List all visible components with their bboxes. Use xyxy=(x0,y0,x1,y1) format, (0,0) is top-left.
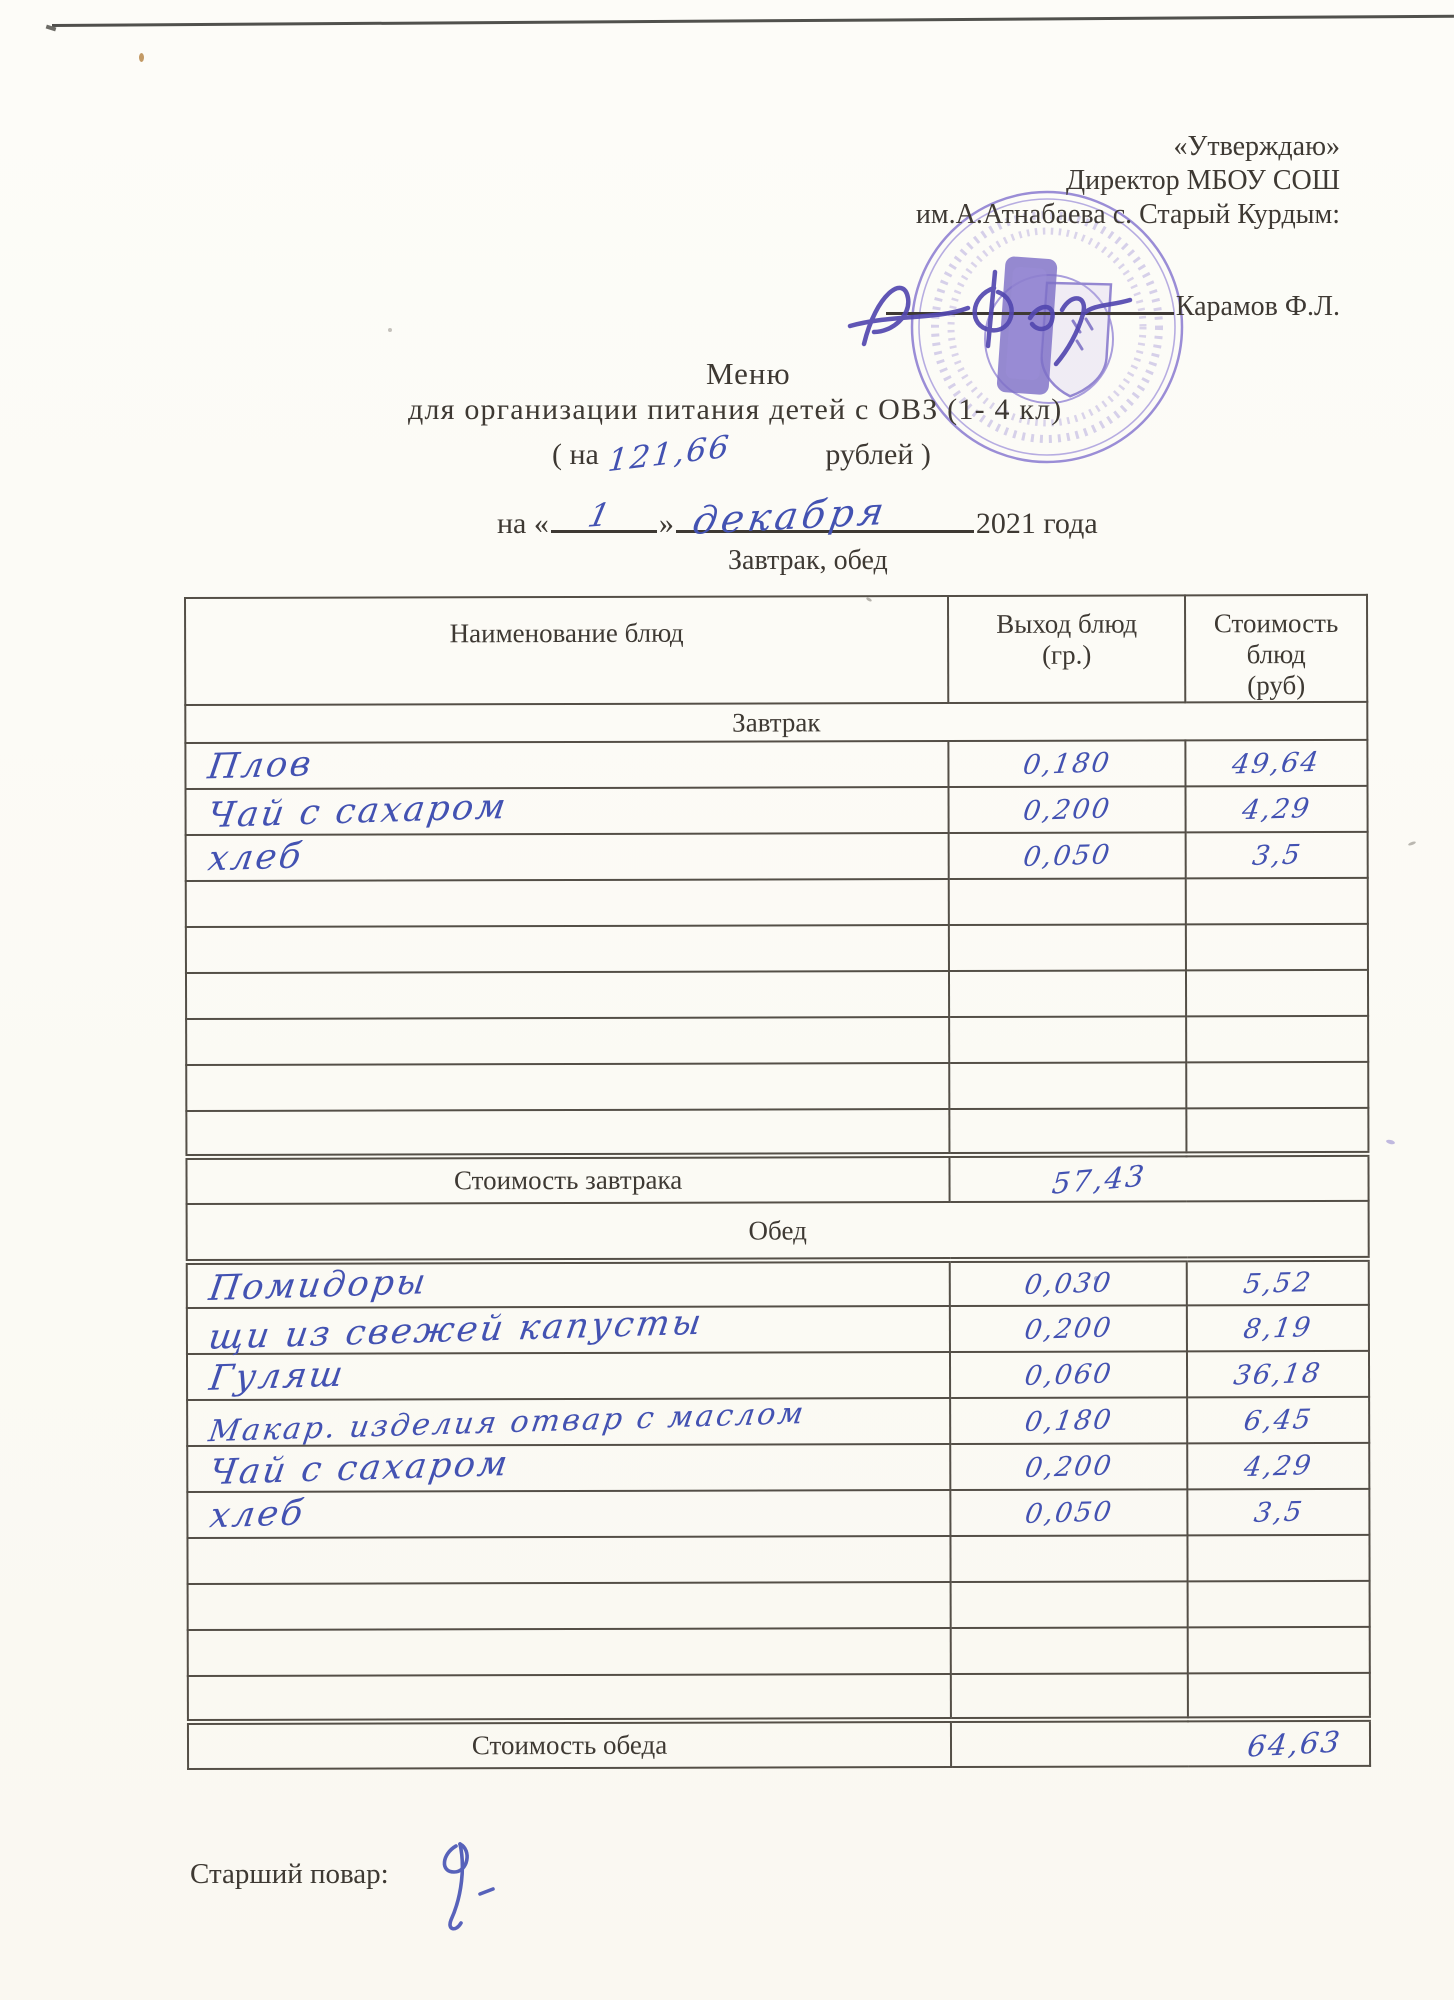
table-row-empty xyxy=(186,970,1368,1019)
cost-amount-handwritten: 121,66 xyxy=(606,428,733,480)
scan-speck xyxy=(139,53,144,62)
director-signature xyxy=(842,262,1142,372)
dish-name-cell xyxy=(187,1444,950,1492)
dish-output: 0,200 xyxy=(1022,1449,1115,1484)
doc-subtitle: для организации питания детей с ОВЗ (1- 4 кл) xyxy=(408,393,1063,426)
dish-output: 0,200 xyxy=(1022,1311,1115,1346)
cook-signature xyxy=(418,1828,518,1948)
dish-price-cell xyxy=(1187,1351,1369,1397)
dish-name-cell xyxy=(187,1260,950,1308)
table-row xyxy=(186,786,1368,835)
dish-price: 4,29 xyxy=(1240,792,1314,826)
dish-name-cell xyxy=(187,1490,950,1538)
dish-output-cell xyxy=(949,832,1186,879)
dish-output: 0,200 xyxy=(1021,792,1114,827)
section-title: Завтрак xyxy=(185,702,1367,743)
table-header-row xyxy=(185,595,1367,705)
table-row xyxy=(185,740,1367,789)
scan-speck xyxy=(1408,841,1417,847)
section-title: Обед xyxy=(187,1201,1369,1262)
lunch-total-row xyxy=(188,1719,1370,1769)
menu-table xyxy=(184,594,1371,1770)
dish-output-cell xyxy=(950,1351,1187,1398)
dish-price: 3,5 xyxy=(1249,838,1304,872)
approval-director-line: Директор МБОУ СОШ xyxy=(1065,165,1340,196)
breakfast-total-label: Стоимость завтрака xyxy=(186,1155,949,1204)
table-row xyxy=(187,1305,1369,1354)
dish-name: Чай с сахаром xyxy=(206,1443,513,1494)
section-row-lunch xyxy=(187,1201,1369,1262)
col-header-dish: Наименование блюд xyxy=(185,596,948,705)
cost-prefix: ( на xyxy=(552,438,599,471)
dish-output-cell xyxy=(950,1443,1187,1490)
approval-school-line: им.А.Атнабаева с. Старый Курдым: xyxy=(915,199,1340,230)
breakfast-total-value: 57,43 xyxy=(1050,1157,1148,1201)
doc-title: Меню xyxy=(706,356,791,391)
dish-price-cell xyxy=(1187,1397,1369,1443)
dish-price: 5,52 xyxy=(1241,1266,1315,1300)
dish-price: 6,45 xyxy=(1241,1403,1315,1437)
dish-price-cell xyxy=(1186,786,1368,832)
dish-name-cell xyxy=(187,1352,950,1400)
date-closing-quote: » xyxy=(658,507,674,540)
dish-output-cell xyxy=(948,740,1185,787)
date-year: 2021 года xyxy=(975,507,1098,540)
dish-price: 36,18 xyxy=(1231,1357,1325,1391)
table-row-empty xyxy=(186,924,1368,973)
approval-block xyxy=(916,130,1340,232)
dish-output-cell xyxy=(950,1259,1187,1306)
table-row xyxy=(187,1351,1369,1400)
dish-name-cell xyxy=(187,1302,950,1358)
dish-name: Плов xyxy=(205,744,316,788)
date-month-handwritten: декабря xyxy=(689,488,891,544)
dish-price: 4,29 xyxy=(1241,1449,1315,1483)
table-row-empty xyxy=(186,878,1368,927)
dish-price: 8,19 xyxy=(1241,1311,1315,1345)
table-row-empty xyxy=(186,1016,1368,1065)
table-row xyxy=(187,1397,1369,1446)
dish-price-cell xyxy=(1187,1443,1369,1489)
dish-name: Помидоры xyxy=(206,1262,431,1309)
dish-price-cell xyxy=(1187,1305,1369,1351)
dish-name: хлеб xyxy=(207,1493,308,1537)
dish-price-cell xyxy=(1187,1259,1369,1305)
table-row xyxy=(186,832,1368,881)
date-month-blank xyxy=(676,488,974,544)
table-row xyxy=(187,1443,1369,1492)
dish-output: 0,050 xyxy=(1021,838,1114,873)
dish-output: 0,060 xyxy=(1022,1357,1115,1392)
date-day-blank xyxy=(551,495,657,535)
dish-output-cell xyxy=(949,786,1186,833)
dish-price-cell xyxy=(1186,832,1368,878)
dish-name: Гуляш xyxy=(206,1354,348,1399)
table-row-empty xyxy=(188,1627,1370,1676)
dish-name: Чай с сахаром xyxy=(204,786,511,837)
dish-name: щи из свежей капусты xyxy=(205,1302,707,1358)
lunch-total-label: Стоимость обеда xyxy=(188,1720,951,1769)
date-day-handwritten: 1 xyxy=(584,495,616,535)
dish-name: хлеб xyxy=(205,836,306,880)
lunch-total-cell xyxy=(951,1719,1370,1767)
table-row-empty xyxy=(186,1108,1368,1157)
date-prefix: на « xyxy=(497,507,549,540)
scan-speck xyxy=(1386,1139,1396,1145)
col-header-output: Выход блюд (гр.) xyxy=(948,595,1185,703)
dish-output: 0,050 xyxy=(1022,1495,1116,1530)
cost-line xyxy=(552,428,931,480)
scan-edge-line xyxy=(52,15,1454,27)
table-row xyxy=(187,1489,1369,1538)
meals-label: Завтрак, обед xyxy=(728,545,888,576)
dish-name-cell xyxy=(186,833,949,881)
director-name: Карамов Ф.Л. xyxy=(1175,291,1340,322)
dish-name-cell xyxy=(185,741,948,789)
breakfast-total-row xyxy=(186,1154,1368,1204)
dish-output: 0,180 xyxy=(1020,746,1114,781)
cost-suffix: рублей ) xyxy=(825,438,931,471)
date-line xyxy=(497,488,1098,544)
scan-speck xyxy=(388,328,392,332)
cook-label: Старший повар: xyxy=(190,1858,389,1890)
lunch-total-value: 64,63 xyxy=(1245,1724,1344,1764)
dish-name-cell xyxy=(187,1395,950,1449)
table-row xyxy=(187,1259,1369,1308)
table-row-empty xyxy=(186,1062,1368,1111)
col-header-price: Стоимость блюд (руб) xyxy=(1185,595,1367,702)
dish-output-cell xyxy=(950,1397,1187,1444)
dish-price-cell xyxy=(1187,1489,1369,1535)
section-row-breakfast xyxy=(185,702,1367,743)
dish-price-cell xyxy=(1185,740,1367,786)
table-row-empty xyxy=(188,1581,1370,1630)
dish-output: 0,030 xyxy=(1022,1266,1115,1301)
dish-price: 3,5 xyxy=(1251,1495,1306,1529)
dish-name: Макар. изделия отвар с маслом xyxy=(206,1395,809,1449)
table-row-empty xyxy=(187,1535,1369,1584)
breakfast-total-cell xyxy=(950,1154,1369,1202)
dish-output-cell xyxy=(950,1305,1187,1352)
dish-price: 49,64 xyxy=(1230,746,1323,780)
dish-output-cell xyxy=(950,1489,1187,1536)
dish-output: 0,180 xyxy=(1022,1403,1115,1438)
dish-name-cell xyxy=(186,787,949,835)
table-row-empty xyxy=(188,1673,1370,1722)
approval-quote: «Утверждаю» xyxy=(1173,131,1340,162)
